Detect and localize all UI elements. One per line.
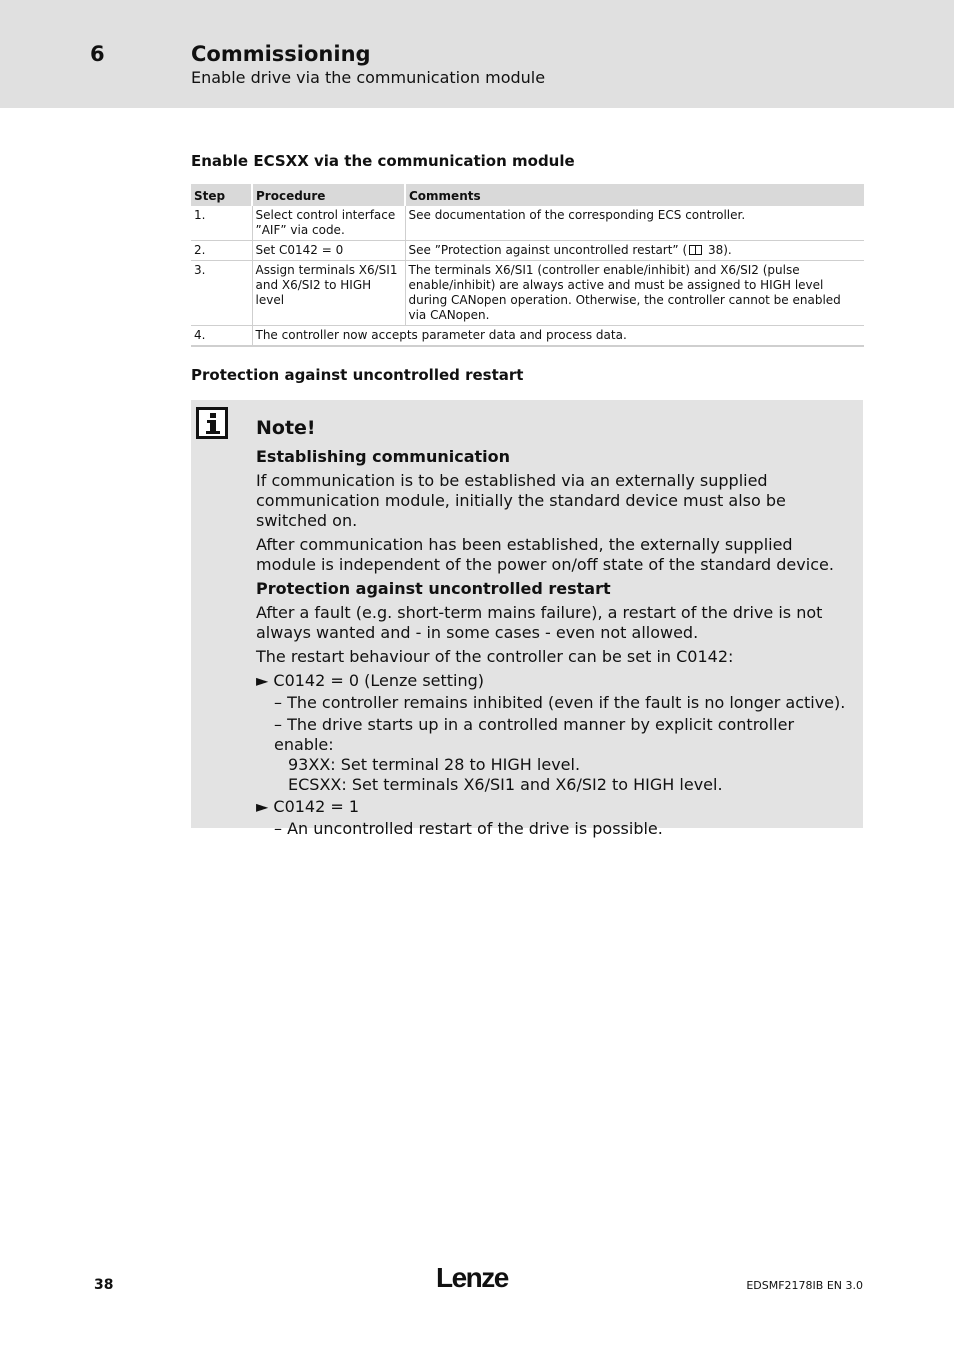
- procedure-table: [191, 184, 864, 347]
- dash-item: – An uncontrolled restart of the drive is possible.: [274, 819, 663, 838]
- chapter-title: Commissioning: [191, 42, 371, 66]
- table-row: [191, 241, 864, 261]
- page-number: 38: [94, 1277, 114, 1293]
- column-header-procedure: Procedure: [252, 184, 405, 206]
- comment-page-ref: 38).: [704, 243, 732, 257]
- lenze-logo: Lenze: [436, 1262, 508, 1293]
- comment-cell: The terminals X6/SI1 (controller enable/inhibit) and X6/SI2 (pulse enable/inhibit) are always active and must be assigned to HIGH level during CANopen operation. Otherwise, the controller cannot be enabled via CANopen.: [405, 261, 864, 326]
- info-icon: [196, 407, 228, 439]
- step-cell: 4.: [191, 326, 252, 347]
- bullet-item: ► C0142 = 0 (Lenze setting): [256, 671, 485, 690]
- dash-item-continuation: 93XX: Set terminal 28 to HIGH level.: [288, 755, 581, 774]
- table-row: [191, 206, 864, 241]
- step-cell: 3.: [191, 261, 252, 326]
- dash-item-continuation: ECSXX: Set terminals X6/SI1 and X6/SI2 to HIGH level.: [288, 775, 723, 794]
- comment-text: See ”Protection against uncontrolled restart” (: [408, 243, 688, 257]
- note-paragraph: The restart behaviour of the controller can be set in C0142:: [256, 647, 734, 666]
- note-paragraph: After a fault (e.g. short-term mains failure), a restart of the drive is not always wanted and - in some cases - even not allowed.: [256, 603, 823, 642]
- dash-item: – The controller remains inhibited (even if the fault is no longer active).: [274, 693, 846, 712]
- note-paragraph: If communication is to be established via an externally supplied communication module, initially the standard device must also be switched on.: [256, 471, 786, 530]
- note-subheading-communication: Establishing communication: [256, 447, 511, 466]
- procedure-cell: Select control interface ”AIF” via code.: [252, 206, 405, 241]
- section-heading-enable: Enable ECSXX via the communication module: [191, 152, 575, 170]
- comment-cell: [405, 241, 864, 261]
- table-header-row: [191, 184, 864, 206]
- table-row: [191, 261, 864, 326]
- note-box: [191, 400, 863, 838]
- step-cell: 1.: [191, 206, 252, 241]
- column-header-comments: Comments: [405, 184, 864, 206]
- note-subheading-restart: Protection against uncontrolled restart: [256, 579, 611, 598]
- note-paragraph: After communication has been established, the externally supplied module is independent of the power on/off state of the standard device.: [256, 535, 834, 574]
- column-header-step: Step: [191, 184, 252, 206]
- dash-item: – The drive starts up in a controlled manner by explicit controller enable:: [274, 715, 795, 754]
- bullet-item: ► C0142 = 1: [256, 797, 360, 816]
- section-heading-protection: Protection against uncontrolled restart: [191, 366, 524, 384]
- procedure-cell: Assign terminals X6/SI1 and X6/SI2 to HIGH level: [252, 261, 405, 326]
- chapter-number: 6: [90, 42, 105, 66]
- table-row: [191, 326, 864, 347]
- page-header: [0, 0, 954, 108]
- book-icon: [689, 245, 702, 255]
- chapter-subtitle: Enable drive via the communication module: [191, 68, 546, 87]
- document-id: EDSMF2178IB EN 3.0: [746, 1279, 863, 1292]
- note-title: Note!: [256, 417, 316, 439]
- step-cell: 2.: [191, 241, 252, 261]
- procedure-cell: Set C0142 = 0: [252, 241, 405, 261]
- merged-cell: The controller now accepts parameter data and process data.: [252, 326, 864, 347]
- note-content: [256, 416, 856, 839]
- comment-cell: See documentation of the corresponding ECS controller.: [405, 206, 864, 241]
